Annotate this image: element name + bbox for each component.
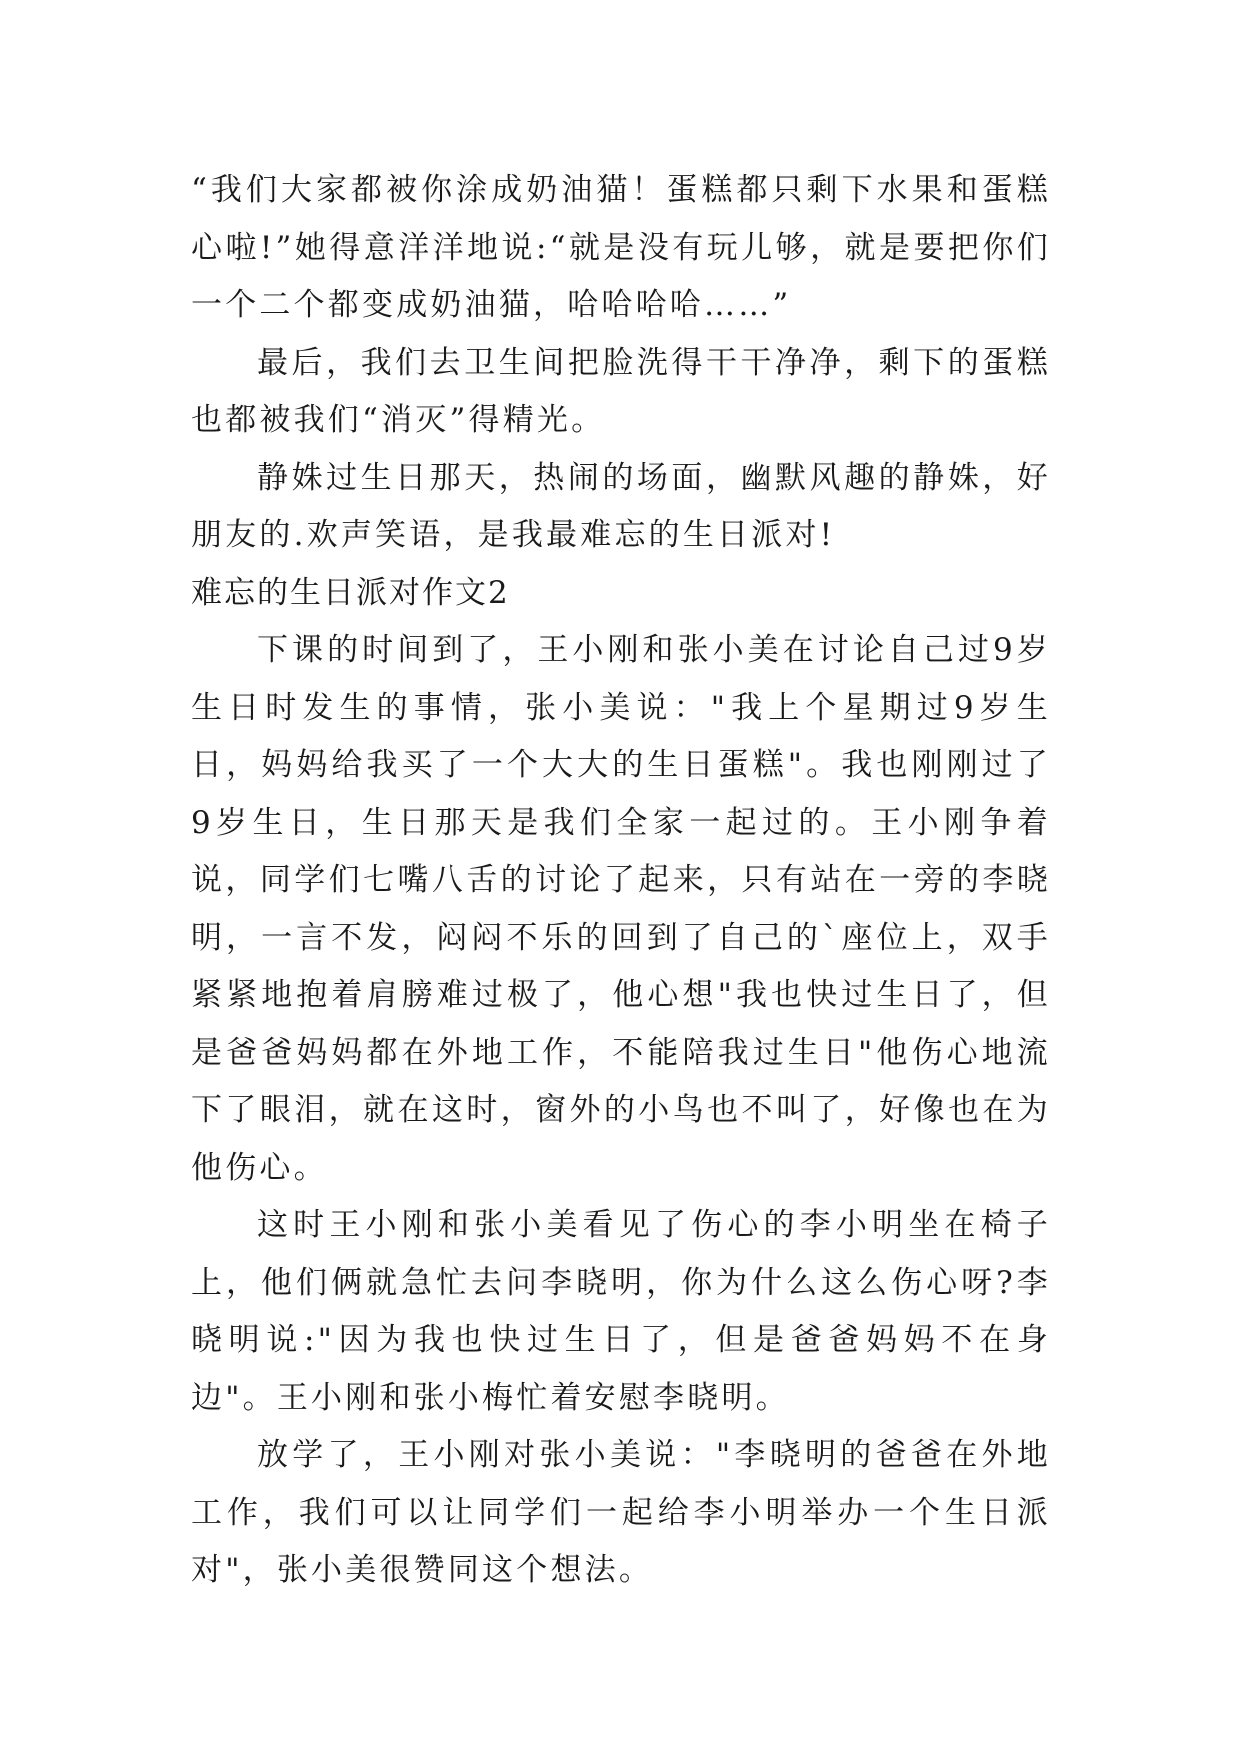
document-body — [191, 162, 1051, 1600]
section-title: 难忘的生日派对作文2 — [191, 574, 510, 611]
paragraph: 这时王小刚和张小美看见了伤心的李小明坐在椅子上，他们俩就急忙去问李晓明，你为什么这么伤心呀?李晓明说:"因为我也快过生日了，但是爸爸妈妈不在身边"。王小刚和张小梅忙着安慰李晓明。 — [191, 1207, 1051, 1416]
paragraph: “我们大家都被你涂成奶油猫！蛋糕都只剩下水果和蛋糕心啦!”她得意洋洋地说:“就是没有玩儿够，就是要把你们一个二个都变成奶油猫，哈哈哈哈……” — [191, 172, 1051, 323]
paragraph: 下课的时间到了，王小刚和张小美在讨论自己过9岁生日时发生的事情，张小美说："我上个星期过9岁生日，妈妈给我买了一个大大的生日蛋糕"。我也刚刚过了9岁生日，生日那天是我们全家一起过的。王小刚争着说，同学们七嘴八舌的讨论了起来，只有站在一旁的李晓明，一言不发，闷闷不乐的回到了自己的`座位上，双手紧紧地抱着肩膀难过极了，他心想"我也快过生日了，但是爸爸妈妈都在外地工作，不能陪我过生日"他伤心地流下了眼泪，就在这时，窗外的小鸟也不叫了，好像也在为他伤心。 — [191, 632, 1051, 1186]
paragraph: 放学了，王小刚对张小美说："李晓明的爸爸在外地工作，我们可以让同学们一起给李小明举办一个生日派对"，张小美很赞同这个想法。 — [191, 1437, 1051, 1588]
paragraph: 静姝过生日那天，热闹的场面，幽默风趣的静姝，好朋友的.欢声笑语，是我最难忘的生日派对! — [191, 459, 1051, 553]
paragraph: 最后，我们去卫生间把脸洗得干干净净，剩下的蛋糕也都被我们“消灭”得精光。 — [191, 344, 1051, 438]
